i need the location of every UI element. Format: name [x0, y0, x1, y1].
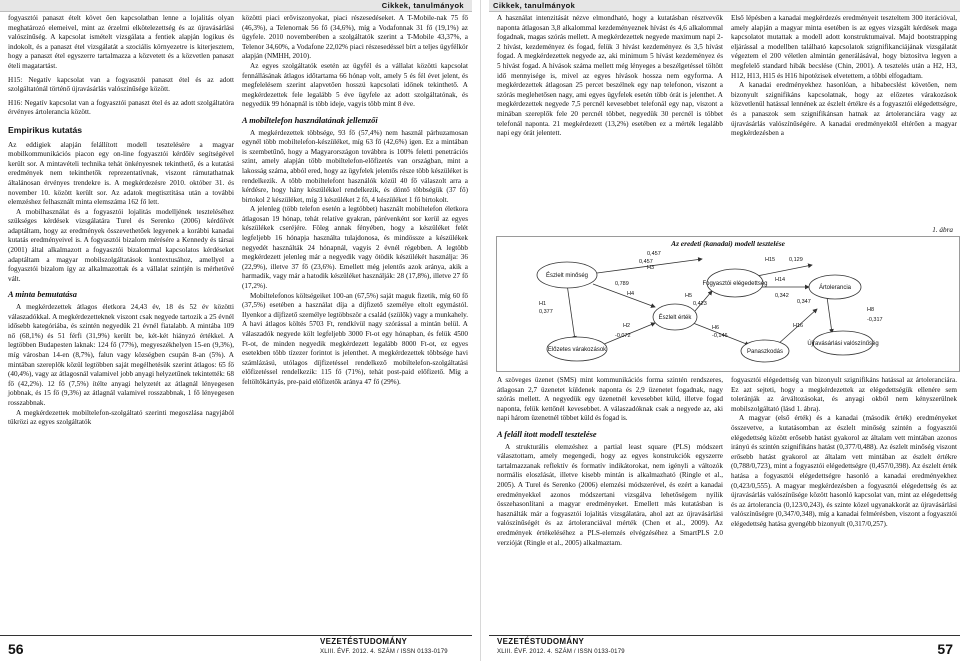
path-label: H6 [712, 325, 720, 331]
right-column-2-top [731, 14, 957, 224]
issue-info: XLIII. ÉVF. 2012. 4. SZÁM / ISSN 0133-0179 [497, 649, 625, 655]
paragraph: A kanadai eredményekhez hasonlóan, a hibabecslést követően, nem bizonyult szignifikáns kapcsolatnak, hogy az előzetes várakozások közvetlenül hatással lennének az észlelt értékre és a fogyasztói elégedettségre, és a panaszok sem szignifikánsan hatnak az ártoleranciára vagy az újravásárlás valószínűségére. A kanadai eredményektől eltérően a magyar megkérdezésben a [731, 81, 957, 138]
paragraph: A magyar (első érték) és a kanadai (második érték) eredményeket összevetve, a kutatásomban az észlelt minőség szintén a fogyasztói elégedettség között erősebb hatást gyakorol az általam vett mintában azonos irányú és szintén szignifikáns hatást (0,377/0,488). Az észlelt minőség viszont erősebb hatást gyakorol az általam vett mintában az észlelt értékre (0,788/0,723), mint a fogyasztói elégedettségre (0,457/0,398). Az észlelt érték hatása a fogyasztói elégedettségre hasonló a kanadai eredményekhez (0,423/0,555). A magyar megkérdezésben a fogyasztói elégedettség és az újravásárlás valószínűsége között hasonló kapcsolat van, mint az elégedettség és az ártolerancia (0,123/0,243), és szinte közel ugyanakkorát az újravásárlási valószínűségre (0,347/0,348), míg a kanadai felmérésben, viszont a fogyasztói elégedettség hatása gyengébb bizonyult (0,317/0,257). [731, 414, 957, 528]
section-heading: Empirikus kutatás [8, 124, 83, 135]
path-h15 [752, 265, 812, 277]
path-h1 [567, 284, 575, 340]
page-number: 57 [937, 641, 953, 657]
path-value: 0,457 [639, 259, 653, 265]
paragraph: Az eddigiek alapján felállított modell tesztelésére a magyar mobilkommunikációs piacon egy on-line fogyasztói kérdőív segítségével került sor. A mintavételi technika tehát önkényesnek tekinthető, és a kutatási eredmények nem tekinthetők reprezentatívnak, viszont rámutathatnak általánosan érvényes trendekre is. A megkérdezésre 2010. október 31. és november 10. között került sor. Az adatok megtisztítása után a további elemzéshez felhasznált minta elemszáma 162 fő lett. [8, 140, 234, 207]
path-label: H2 [623, 323, 631, 329]
path-value: -0,317 [867, 317, 883, 323]
path-h8 [827, 297, 832, 333]
path-label: H14 [775, 277, 786, 283]
path-value: 0,342 [775, 293, 789, 299]
path-label: H1 [539, 301, 547, 307]
paragraph: A megkérdezettek átlagos életkora 24,43 év, 18 és 52 év közötti válaszadókkal. A megkérdezetteknek viszont csak negyede tartozik a 25 évnél idősebb kategóriába, és szintén negyedük 21 évnél fiatalabb. A mintába 109 nő (68,1%) és 51 férfi (31,9%) került be, két-két hiányzó értékkel. A legtöbben Budapesten laknak: 124 fő (77%), megyeszékhelyen 15-en (9,3%), míg városban 14-en (8,7%), falun vagy községben csupán 8-an (5%). A mintában szereplők közül legtöbben saját megélhetésük szerint átlagos: 65 fő (40,4%), vagy az átlagosnál valamivel jobb anyagi helyzetűnek tekintették: 68 fő (42,2%). 12 fő (7,5%) ítélte anyagi helyzetét az átlagnál lényegesen jobbnak, és 15 fő (9,3%) az átlagnál valamivel rosszabbnak, 1 fő lényegesen rosszabbnak. [8, 303, 234, 407]
paragraph: A strukturális elemzéshez a partial least square (PLS) módszert választottam, amely megengedi, hogy az egyes konstrukciók egyszerre tartalmazzanak reflektív és formatív indikátorokat, nem igényli a változók normális eloszlását, illetve kisebb mintán is alkalmazható (Ringle et al., 2005). A Turel és Serenko (2006) elemzési módszerével, és ezért a kanadai eredményekkel azonos módszertani vizsgálva lehetőségem nyílik összehasonlítani a magyar eredményeket. Emellett más kutatásban is használták már a fogyasztói lojalitás vizsgálatára, ahol azt az újravásárlási valószínűségét és az ártoleranciával mérték (Chen et al., 2009). Az eredmények értékeléséhez a PLS-elemzés elvégzéséhez a SmartPLS 2.0 verzióját (Ringle et al., 2005) alkalmaztam. [497, 442, 723, 547]
node-label: Előzetes várakozások [547, 347, 607, 353]
path-label: H15 [765, 257, 776, 263]
hypothesis-h16: H16: Negatív kapcsolat van a fogyasztói panaszt étel és az adott szolgáltatóra érvényes ártolerancia között. [8, 98, 234, 117]
paragraph: fogyasztói panaszt ételt követ ően kapcsolatban lenne a lojalitás olyan meghatározó elemeivel, mint az érzelmi elkötelezettség és az újravásárlási valószínűség. A kapcsolat ismételt vizsgálata a fentiek alapján logikus és indokolt, és a panaszt étel vizsgálatát a szociális környezetre is kiterjesztem, hogy a panaszt étel egyszerre tartalmazza a közvetett és a közvetlen panaszt ételi magatartást. [8, 14, 234, 70]
paragraph: A mobilhasználat és a fogyasztói lojalitás modelljének teszteléséhez szükséges kérdések vizsgálatára Turel és Serenko (2006) kérdőívét adaptáltam, hogy az eredmények összevethetőek legyenek a korábbi kanadai kutatás eredményeivel is. A fogyasztói bizalom mérésére a Kennedy és társai (2001) által alkalmazott a fogyasztói bizalommal kapcsolatos kérdéseket adaptáltam a magyar mobilszolgáltatások kontextusához, amellyel a fogyasztói bizalom így az alkalmazottak és a vállalat szintjén is mérhetővé vált. [8, 207, 234, 283]
subsection-heading: A minta bemutatása [8, 290, 77, 300]
subsection-heading: A feláll ított modell tesztelése [497, 429, 597, 439]
path-value: -0,146 [712, 333, 728, 339]
right-column-1-top [497, 14, 723, 234]
paragraph: A használat intenzitását nézve elmondható, hogy a kutatásban résztvevők naponta átlagosan 3,8 alkalommal kezdeményeznek hívást és 4,6 alkalommal fogadnak, magas szórás mellett. A megkérdezettek negyede maximum napi 2-2 hívást, kezdeményez és fogad, felük 3 hívást kezdeményez és 3,5 hívást fogad. A megkérdezettek negyede az, aki minimum 5 hívást kezdeményez és 5 hívást fogad. A hívások száma mellett még lényeges a beszélgetéssel töltött idő mennyisége is, mivel az egyes hívások hossza nem egyforma. A megkérdezettek átlagosan 25 percet beszélnek egy nap telefonon, viszont a szórás meglehetősen nagy, ami egyes ügyfelek esetén több órát is jelenthet. A megkérdezettek negyede 7,5 percnél kevesebbet telefonál egy nap, viszont a minában szereplők fele 20 percnél többet, negyedük 30 percnél is többet telefonál naponta. 21 megkérdezett (13,2%) esetében ez a mérték legalább napi egy órát jelentett. [497, 14, 723, 138]
node-label: Újravásárlási valószínűség [807, 341, 879, 347]
paragraph: A jelenleg (több telefon esetén a legtöbbet) használt mobiltelefon életkora átlagosan 19 hónap, tehát relatíve gyakran, párévenként sor kerül az egyes készülékek cseréjére. Föleg annak fényében, hogy a készüléket felét legfeljebb 16 hónapja használta tulajdonosa, és mindössze a készülékek negyedét használták 24 hónapnál, vagyis 2 évnél régebben. A legtöbb megkérdezett jelenleg már a negyedik vagy ötödik készülékét használja: 36 (22,9%), illetve 37 fő (23,6%). Emellett még jelentős azok aránya, akik a harmadik, vagy már a hatodik készüléket használják: 28 (17,8%), illetve 27 fő (17,2%). [242, 205, 468, 291]
node-label: Fogyasztói elégedettség [702, 281, 768, 287]
figure-title: Az eredeti (kanadai) modell tesztelése [671, 239, 785, 248]
section-banner: Cikkek, tanulmányok [0, 0, 472, 12]
paragraph: A megkérdezettek többsége, 93 fő (57,4%) nem használ párhuzamosan egynél több mobiltelefon-készüléket, míg 63 fő (42,6%) igen. Ez a mintában is szembetűnő, hogy a Magyarországon továbbra is 100% feletti penetrációs szint, amely alapján több mobiltelefon-előfizetés van országban, mint a lakosság száma, abból ered, hogy az ügyfelek jelentős része több készüléket is rendelkezik. A több mobiltelefont használók közül 40 fő válaszolt arra a kérdésre, hogy hány készülékkel rendelkezik, és döntő többségük (37 fő) birtokol 2 készüléket, míg 3 készüléket 2 fő, 4 készüléket 1 fő birtokolt. [242, 128, 468, 204]
right-column-2-bottom [731, 376, 957, 530]
node-label: Panaszkodás [746, 349, 784, 355]
paragraph: A szöveges üzenet (SMS) mint kommunikációs forma szintén rendszeres, átlagosan 2,7 üzenetet küldenek naponta és 2,9 üzenetet fogadnak, nagy szórás mellett. A negyedük egy üzenetnél kevesebbet küld, illetve fogad naponta, felük kettőnél kevesebbet. A válaszadóknak csak a negyede az, aki napi három üzenetnél többet küld és fogad is. [497, 376, 723, 423]
left-column-1 [8, 14, 234, 428]
path-value: 0,377 [539, 309, 553, 315]
path-value: 0,347 [797, 299, 811, 305]
issue-info: XLIII. ÉVF. 2012. 4. SZÁM / ISSN 0133-0179 [320, 649, 448, 655]
path-h4 [593, 284, 655, 307]
page-footer [0, 635, 480, 661]
paragraph: közötti piaci erőviszonyokat, piaci részesedéseket. A T-Mobile-nak 75 fő (46,3%), a Telenornak 56 fő (34,6%), míg a Vodafonnak 31 fő (19,1%) az ügyfele. 2010 novemberében a szolgáltatók szerint a T-Mobile 43,37%, a Telenor 34,60%, a Vodafone 22,02% piaci részesedéssel bírt a teljes ügyfélkör alapján (NMHH, 2010). [242, 14, 468, 61]
page-footer [481, 635, 960, 661]
left-column-2 [242, 14, 468, 388]
path-label: H8 [867, 307, 875, 313]
paragraph: Mobiltelefonos költségeiket 100-an (67,5%) saját maguk fizetik, míg 60 fő (37,5%) esetében a használat díja a díjfizető személye eltolt egymástól. Ilyenkor a díjfizető személye legtöbbször a család (szülők) vagy a munkahely. A havi átlagos költés 5703 Ft, rendkívül nagy szórással a mintán belül. A válaszadók negyede költ legfeljebb 3000 Ft-ot egy hónapban, és felük 4500 Ft-ot, de minden negyedik megkérdezett legalább 8000 Ft-ot, ez egyes esetekben több tízezer forintot is jelenthet. A megkérdezettek többsége havi számlázású, utólagos díjfizetéssel rendelkező mobiltelefon-szolgáltatási előfizetéssel rendelkezik: 115 fő (71%), tehát post-paid előfizető. Míg a feltöltőkártyás, pre-paid előfizetők aránya 47 fő (29%). [242, 291, 468, 386]
journal-title: VEZETÉSTUDOMÁNY [497, 637, 585, 646]
page-number: 56 [8, 641, 24, 657]
subsection-heading: A mobiltelefon használatának jellemzői [242, 115, 378, 125]
journal-title: VEZETÉSTUDOMÁNY [320, 637, 408, 646]
path-label: H16 [793, 323, 804, 329]
paragraph: A megkérdezettek mobiltelefon-szolgáltató szerinti megoszlása nagyjából tükrözi az egyes szolgáltatók [8, 408, 234, 427]
path-value: 0,457 [647, 251, 661, 257]
node-label: Észlelt minőség [545, 273, 589, 279]
path-label: H3 [647, 265, 655, 271]
paragraph: fogyasztói elégedettség van bizonyult szignifikáns hatással az ártoleranciára. Ez azt sejteti, hogy a megkérdezettek az elégedettségük ellenére sem toleránják az árváltozásokat, és anyagi okból nem kényszerülnek mobilszolgáltató (lásd 1. ábra). [731, 376, 957, 413]
paragraph: Első lépésben a kanadai megkérdezés eredményeit teszteltem 300 iterációval, amely alapján a magyar minta esetében is az egyes vizsgált kérdések maga kapcsolatot mutattak a modell adott konstruktumaival. Majd bootstrapping eljárással a modellben található kapcsolatok szignifikanciájának vizsgálatát végeztem el 200 véletlen almintán generálásával, hogy biztosítva legyen a megfelelő standard hibák becslése (Chin, 2001). A tesztelés után a H2, H3, H12, H13, H15 és H16 hipotézisek elvetettem, a többi elfogadtam. [731, 14, 957, 80]
node-label: Ártolerancia [818, 285, 852, 291]
model-diagram [497, 237, 959, 371]
path-value: -0,072 [615, 333, 631, 339]
figure-label: 1. ábra [932, 226, 953, 234]
hypothesis-h15: H15: Negatív kapcsolat van a fogyasztói panaszt étel és az adott szolgáltatónál történő újravásárlás valószínűsége között. [8, 75, 234, 94]
right-column-1-bottom [497, 376, 723, 548]
path-label: H4 [627, 291, 635, 297]
path-label: H5 [685, 293, 693, 299]
model-figure [496, 236, 960, 372]
path-value: 0,129 [789, 257, 803, 263]
node-label: Észlelt érték [658, 315, 692, 321]
paragraph: Az egyes szolgáltatók esetén az ügyfél és a vállalat közötti kapcsolat fennállásának átlagos időtartama 66 hónap volt, amely 5 és fél évet jelent, és megfelelésem szerint alapvetően hosszú kapcsolati időnek tekinthető. A megkérdezettek fele legalább 5 éve ügyfele az adott szolgáltatónak, és negyedük 99 hónapnál is több ideje, vagyis több mint 8 éve. [242, 61, 468, 109]
section-banner: Cikkek, tanulmányok [489, 0, 960, 12]
path-value: 0,423 [693, 301, 707, 307]
path-value: 0,789 [615, 281, 629, 287]
